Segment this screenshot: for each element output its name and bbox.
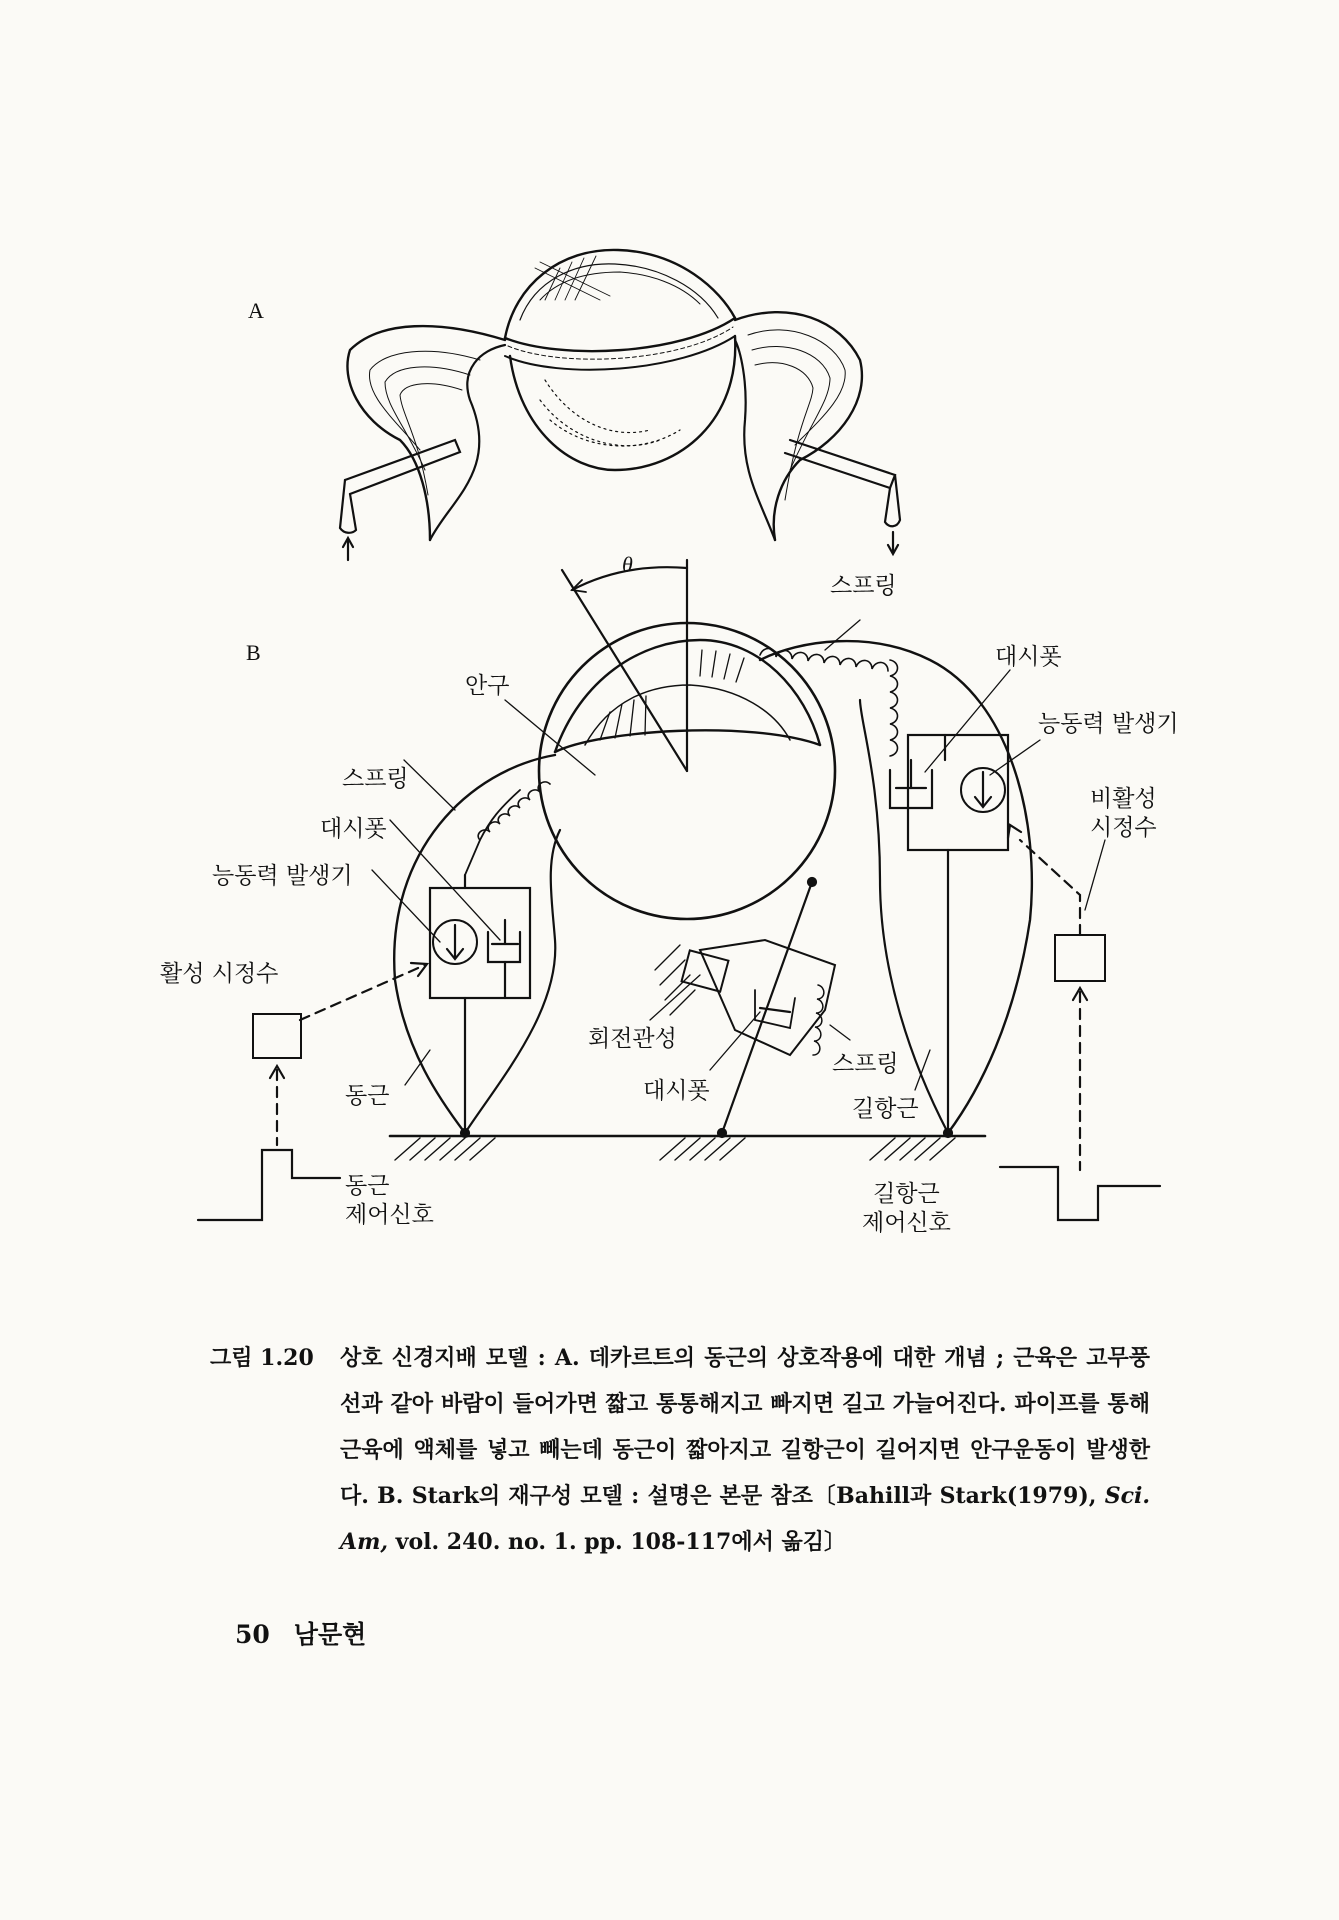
caption-label: 그림 1.20 — [210, 1345, 314, 1371]
label-generator-left: 능동력 발생기 — [212, 863, 353, 889]
panel-b-label: B — [246, 640, 261, 665]
page-footer — [235, 1615, 390, 1651]
label-generator-right: 능동력 발생기 — [1038, 711, 1179, 737]
label-passive-time-constant: 비활성 시정수 — [1090, 786, 1157, 841]
label-spring-top: 스프링 — [830, 573, 897, 599]
label-dashpot-left: 대시폿 — [320, 816, 387, 842]
author-name: 남문현 — [293, 1620, 367, 1649]
caption-journal: Sci. Am, — [340, 1483, 1150, 1555]
label-spring-middle: 스프링 — [832, 1051, 899, 1077]
label-dashpot-middle: 대시폿 — [643, 1078, 710, 1104]
caption-text — [340, 1335, 1150, 1565]
label-rotational-inertia: 회전관성 — [588, 1026, 677, 1052]
theta-label: θ — [622, 552, 633, 577]
label-dashpot-right: 대시폿 — [995, 644, 1062, 670]
label-active-time-constant: 활성 시정수 — [160, 961, 279, 987]
descartes-eye-drawing — [340, 250, 900, 560]
label-agonist: 동근 — [345, 1083, 390, 1109]
label-antagonist-control-signal: 길항근 제어신호 — [862, 1181, 951, 1236]
caption-part-1: 상호 신경지배 모델 : A. 데카르트의 동근의 상호작용에 대한 개념 ; 근육은 고무풍선과 같아 바람이 들어가면 짧고 통통해지고 빠지면 길고 가늘어진다. 파이프를 통해 근육에 액체를 넣고 빼는데 동근이 짧아지고 길항근이 길어지면 안구운동이 발생한다. B. Stark의 재구성 모델 : 설명은 본문 참조〔Bahill과 Stark(1979), — [340, 1345, 1150, 1509]
panel-a-label: A — [248, 298, 264, 323]
label-antagonist: 길항근 — [852, 1096, 919, 1122]
page-number: 50 — [235, 1620, 270, 1649]
label-eyeball: 안구 — [465, 673, 510, 699]
caption-part-2: vol. 240. no. 1. pp. 108-117에서 옮김〕 — [388, 1529, 847, 1555]
figure-caption — [210, 1335, 1150, 1565]
label-spring-left: 스프링 — [342, 766, 409, 792]
label-agonist-control-signal: 동근 제어신호 — [345, 1173, 434, 1228]
